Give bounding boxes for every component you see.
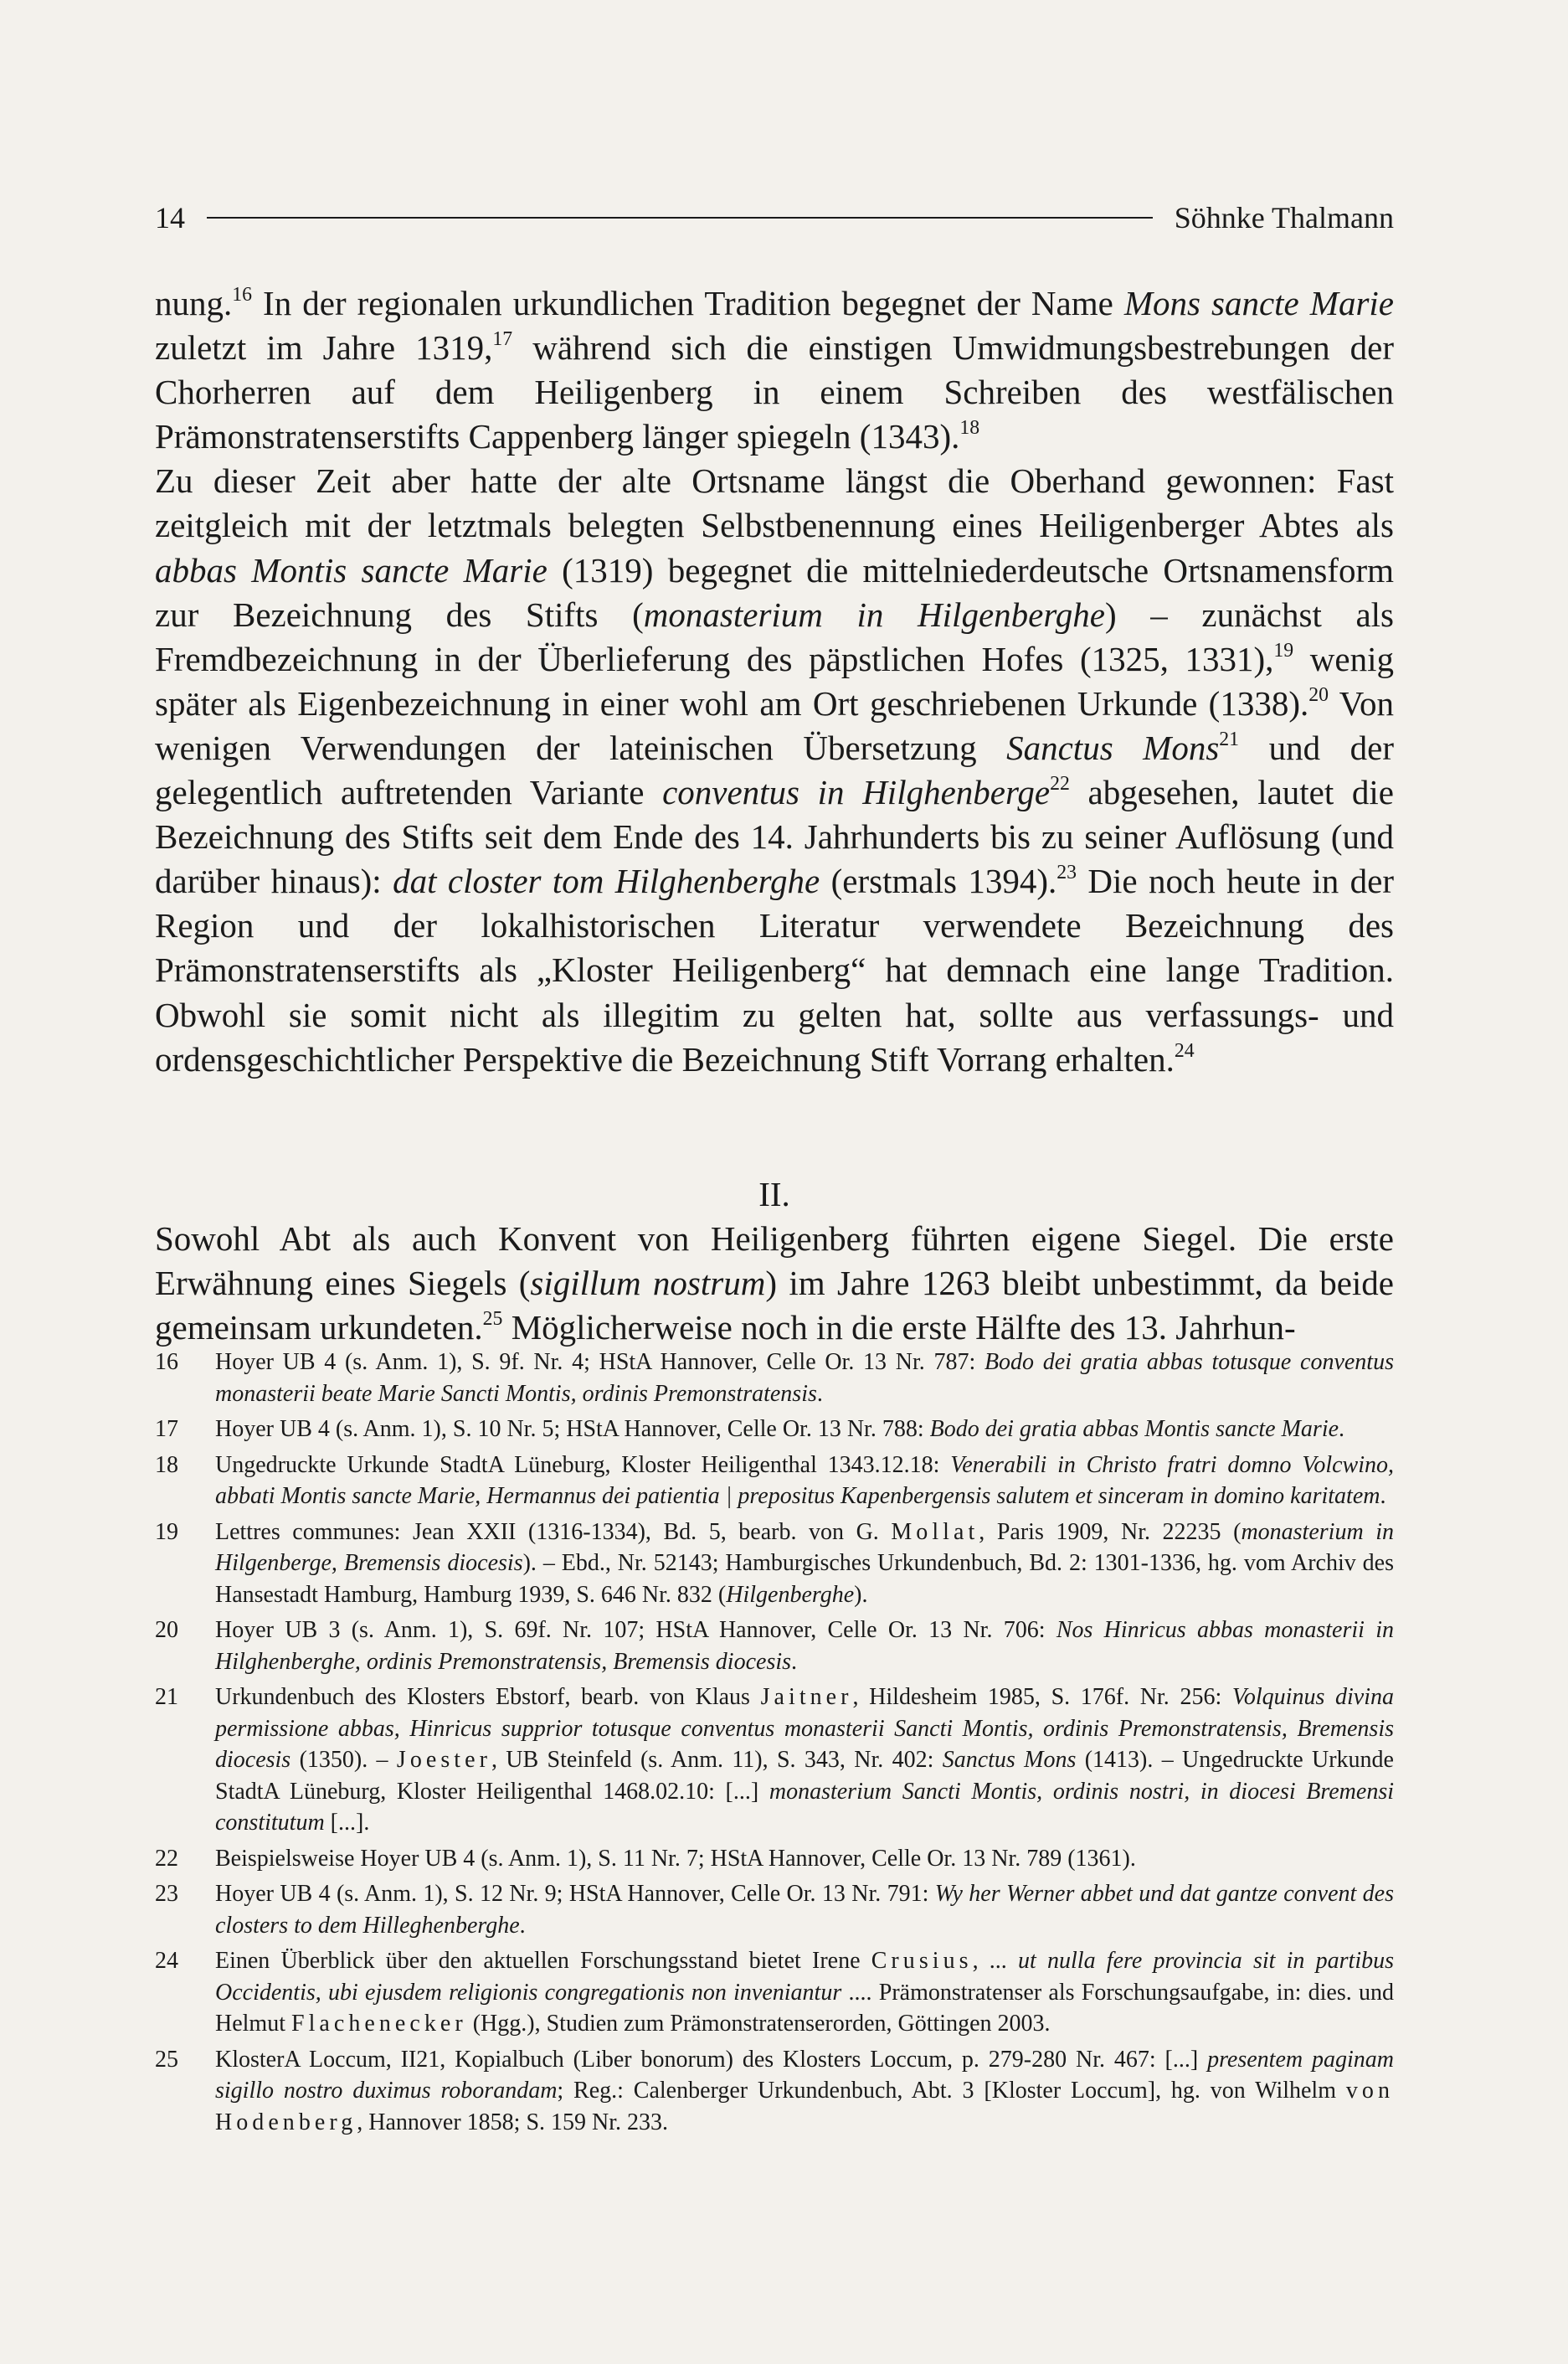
footnote-17: [155, 1414, 1394, 1445]
author-name: von Hodenberg: [215, 2078, 1394, 2135]
footnote-ref-18[interactable]: 18: [959, 417, 980, 440]
running-header: [155, 193, 1394, 243]
text-run: Hoyer UB 4 (s. Anm. 1), S. 10 Nr. 5; HStA Hannover, Celle Or. 13 Nr. 788:: [215, 1416, 930, 1443]
text-run: ; Reg.: Calenberger Urkundenbuch, Abt. 3 [Kloster Loccum], hg. von Wilhelm: [557, 2078, 1346, 2104]
footnote-22: [155, 1843, 1394, 1875]
text-run: Die noch heute in der Region und der lokalhistorischen Literatur verwendete Bezeichnung des Prämonstratenserstifts als „Kloster Heiligenberg“ hat demnach eine lange Tradition. Obwohl sie somit nicht als illegitim zu gelten hat, sollte aus verfassungs- und ordensgeschichtlicher Perspektive die Bezeichnung Stift Vorrang erhalten.: [155, 862, 1394, 1079]
footnote-16: [155, 1347, 1394, 1409]
italic-quote: Venerabili in Christo fratri domno Volcwino, abbati Montis sancte Marie, Hermannus dei patientia | prepositus Kapenbergensis salutem et sinceram in domino karitatem: [215, 1451, 1394, 1510]
italic-term: Sanctus Mons: [1006, 728, 1220, 767]
italic-quote: Bodo dei gratia abbas Montis sancte Marie: [929, 1416, 1339, 1443]
footnotes: [155, 1347, 1394, 2142]
footnote-23: [155, 1878, 1394, 1941]
footnote-ref-21[interactable]: 21: [1219, 728, 1240, 750]
text-run: , ...: [972, 1948, 1019, 1975]
italic-quote: presentem paginam sigillo nostro duximus roborandam: [215, 2046, 1394, 2104]
text-run: Hoyer UB 4 (s. Anm. 1), S. 9f. Nr. 4; HStA Hannover, Celle Or. 13 Nr. 787:: [215, 1349, 984, 1375]
text-run: .: [1339, 1416, 1345, 1443]
italic-quote: Wy her Werner abbet und dat gantze convent des closters to dem Hilleghenberghe: [215, 1881, 1394, 1939]
text-run: Urkundenbuch des Klosters Ebstorf, bearb. von Klaus: [215, 1684, 761, 1711]
author-name: Crusius: [871, 1948, 973, 1975]
italic-quote: Hilgenberghe: [726, 1581, 855, 1608]
text-run: , Paris 1909, Nr. 22235 (: [979, 1518, 1242, 1545]
italic-quote: monasterium Sancti Montis, ordinis nostri, in diocesi Bremensi constitutum: [215, 1778, 1394, 1836]
footnote-number: 20: [155, 1617, 178, 1644]
author-name: Jaitner: [760, 1684, 853, 1711]
italic-term: monasterium in Hilgenberghe: [643, 595, 1105, 634]
footnote-ref-20[interactable]: 20: [1308, 683, 1329, 706]
italic-term: conventus in Hilghenberge: [662, 773, 1051, 812]
footnote-text: [215, 1450, 1394, 1512]
footnote-20: [155, 1615, 1394, 1677]
text-run: (1319) begegnet die mittelniederdeutsche Ortsnamensform zur Bezeichnung des Stifts (: [155, 550, 1394, 634]
footnote-number: 23: [155, 1881, 178, 1908]
section-heading: II.: [758, 1174, 790, 1213]
text-run: nung.: [155, 284, 233, 322]
footnote-ref-25[interactable]: 25: [482, 1307, 503, 1330]
footnote-number: 19: [155, 1518, 178, 1545]
footnote-text: [215, 1945, 1394, 2040]
author-name: Joester: [396, 1747, 491, 1774]
italic-quote: Volquinus divina permissione abbas, Hinricus supprior totusque conventus monasterii Sancti Montis, ordinis Premonstratensis, Bremensis diocesis: [215, 1684, 1394, 1774]
paragraph-2: [155, 459, 1394, 1081]
text-run: ).: [854, 1581, 868, 1608]
footnote-number: 22: [155, 1845, 178, 1872]
footnote-text: [215, 2044, 1394, 2139]
text-run: Hoyer UB 3 (s. Anm. 1), S. 69f. Nr. 107; HStA Hannover, Celle Or. 13 Nr. 706:: [215, 1617, 1056, 1644]
text-run: ). – Ebd., Nr. 52143; Hamburgisches Urkundenbuch, Bd. 2: 1301-1336, hg. vom Archiv des Hansestadt Hamburg, Hamburg 1939, S. 646 Nr. 832 (: [215, 1550, 1394, 1608]
text-run: ) – zunächst als Fremdbezeichnung in der Überlieferung des päpstlichen Hofes (1325, 1331),: [155, 595, 1395, 678]
italic-term: abbas Montis sancte Marie: [155, 550, 548, 590]
text-run: .: [519, 1912, 526, 1939]
footnote-ref-17[interactable]: 17: [492, 328, 513, 351]
text-run: Ungedruckte Urkunde StadtA Lüneburg, Kloster Heiligenthal 1343.12.18:: [215, 1451, 951, 1478]
text-run: wenig später als Eigenbezeichnung in einer wohl am Ort geschriebenen Urkunde (1338).: [155, 639, 1394, 723]
footnote-number: 25: [155, 2046, 178, 2073]
footnote-number: 21: [155, 1684, 178, 1711]
text-run: KlosterA Loccum, II21, Kopialbuch (Liber bonorum) des Klosters Loccum, p. 279-280 Nr. 467: [...]: [215, 2046, 1208, 2073]
text-run: zuletzt im Jahre 1319,: [155, 328, 493, 368]
footnote-ref-23[interactable]: 23: [1056, 862, 1077, 884]
paragraph-3: [155, 1217, 1394, 1350]
footnote-24: [155, 1945, 1394, 2040]
footnote-text: [215, 1843, 1394, 1875]
text-run: .... Prämonstratenser als Forschungsaufgabe, in: dies. und Helmut: [215, 1979, 1394, 2037]
text-run: abgesehen, lautet die Bezeichnung des Stifts seit dem Ende des 14. Jahrhunderts bis zu seiner Auflösung (und darüber hinaus):: [155, 773, 1395, 901]
page-number: 14: [155, 201, 185, 234]
italic-term: dat closter tom Hilghenberghe: [393, 862, 820, 901]
text-run: (Hgg.), Studien zum Prämonstratenserorden, Göttingen 2003.: [466, 2011, 1051, 2037]
text-run: , UB Steinfeld (s. Anm. 11), S. 343, Nr. 402:: [491, 1747, 943, 1774]
footnote-18: [155, 1450, 1394, 1512]
text-run: Lettres communes: Jean XXII (1316-1334), Bd. 5, bearb. von G.: [215, 1518, 892, 1545]
text-run: Von wenigen Verwendungen der lateinischen Übersetzung: [155, 683, 1394, 767]
italic-quote: ut nulla fere provincia sit in partibus Occidentis, ubi ejusdem religionis congregationis non inveniantur: [215, 1948, 1394, 2006]
footnote-ref-24[interactable]: 24: [1174, 1039, 1195, 1062]
text-run: Sowohl Abt als auch Konvent von Heiligenberg führten eigene Siegel. Die erste Erwähnung eines Siegels (: [155, 1218, 1394, 1302]
footnote-text: [215, 1615, 1394, 1677]
text-run: ) im Jahre 1263 bleibt unbestimmt, da beide gemeinsam urkundeten.: [155, 1263, 1394, 1347]
paragraph-1: [155, 281, 1394, 459]
italic-quote: monasterium in Hilgenberge, Bremensis diocesis: [215, 1518, 1395, 1577]
text-run: .: [1380, 1483, 1386, 1510]
header-rule: [207, 217, 1153, 219]
footnote-ref-22[interactable]: 22: [1050, 773, 1070, 795]
text-run: (erstmals 1394).: [820, 862, 1057, 901]
footnote-ref-19[interactable]: 19: [1273, 639, 1294, 662]
text-run: , Hildesheim 1985, S. 176f. Nr. 256:: [852, 1684, 1232, 1711]
text-run: Einen Überblick über den aktuellen Forschungsstand bietet Irene: [215, 1948, 871, 1975]
italic-term: Mons sancte Marie: [1123, 284, 1394, 322]
text-run: und der gelegentlich auftretenden Variante: [155, 728, 1394, 812]
footnote-text: [215, 1347, 1394, 1409]
text-run: Möglicherweise noch in die erste Hälfte des 13. Jahrhun-: [502, 1307, 1296, 1347]
running-head-author: Söhnke Thalmann: [1174, 201, 1394, 234]
footnote-number: 17: [155, 1416, 178, 1443]
author-name: Flachenecker: [291, 2011, 467, 2037]
text-run: .: [791, 1648, 798, 1675]
text-run: [...].: [324, 1810, 370, 1836]
footnote-ref-16[interactable]: 16: [232, 283, 253, 306]
author-name: Mollat: [891, 1518, 979, 1545]
text-run: Zu dieser Zeit aber hatte der alte Ortsname längst die Oberhand gewonnen: Fast zeitgleich mit der letztmals belegten Selbstbenennung eines Heiligenberger Abtes als: [155, 461, 1394, 545]
footnote-text: [215, 1878, 1394, 1941]
italic-quote: Sanctus Mons: [942, 1747, 1077, 1774]
text-run: Beispielsweise Hoyer UB 4 (s. Anm. 1), S. 11 Nr. 7; HStA Hannover, Celle Or. 13 Nr. 789 (1361).: [215, 1845, 1136, 1872]
italic-term: sigillum nostrum: [530, 1263, 766, 1302]
footnote-number: 16: [155, 1349, 178, 1375]
footnote-number: 24: [155, 1948, 178, 1975]
italic-quote: Bodo dei gratia abbas totusque conventus monasterii beate Marie Sancti Montis, ordinis Premonstratensis: [215, 1349, 1394, 1407]
text-run: , Hannover 1858; S. 159 Nr. 233.: [357, 2109, 669, 2135]
main-text: [155, 281, 1394, 1350]
text-run: Hoyer UB 4 (s. Anm. 1), S. 12 Nr. 9; HStA Hannover, Celle Or. 13 Nr. 791:: [215, 1881, 935, 1908]
footnote-text: [215, 1682, 1394, 1839]
footnote-text: [215, 1414, 1394, 1445]
text-run: (1350). –: [290, 1747, 397, 1774]
footnote-19: [155, 1517, 1394, 1611]
text-run: (1413). – Ungedruckte Urkunde StadtA Lüneburg, Kloster Heiligenthal 1468.02.10: [...]: [215, 1747, 1394, 1805]
italic-quote: Nos Hinricus abbas monasterii in Hilghenberghe, ordinis Premonstratensis, Bremensis diocesis: [215, 1617, 1394, 1675]
footnote-21: [155, 1682, 1394, 1839]
footnote-25: [155, 2044, 1394, 2139]
footnote-number: 18: [155, 1451, 178, 1478]
text-run: .: [816, 1380, 823, 1407]
footnote-text: [215, 1517, 1394, 1611]
text-run: während sich die einstigen Umwidmungsbestrebungen der Chorherren auf dem Heiligenberg in einem Schreiben des westfälischen Prämonstratenserstifts Cappenberg länger spiegeln (1343).: [155, 328, 1395, 456]
text-run: In der regionalen urkundlichen Tradition begegnet der Name: [252, 284, 1124, 322]
